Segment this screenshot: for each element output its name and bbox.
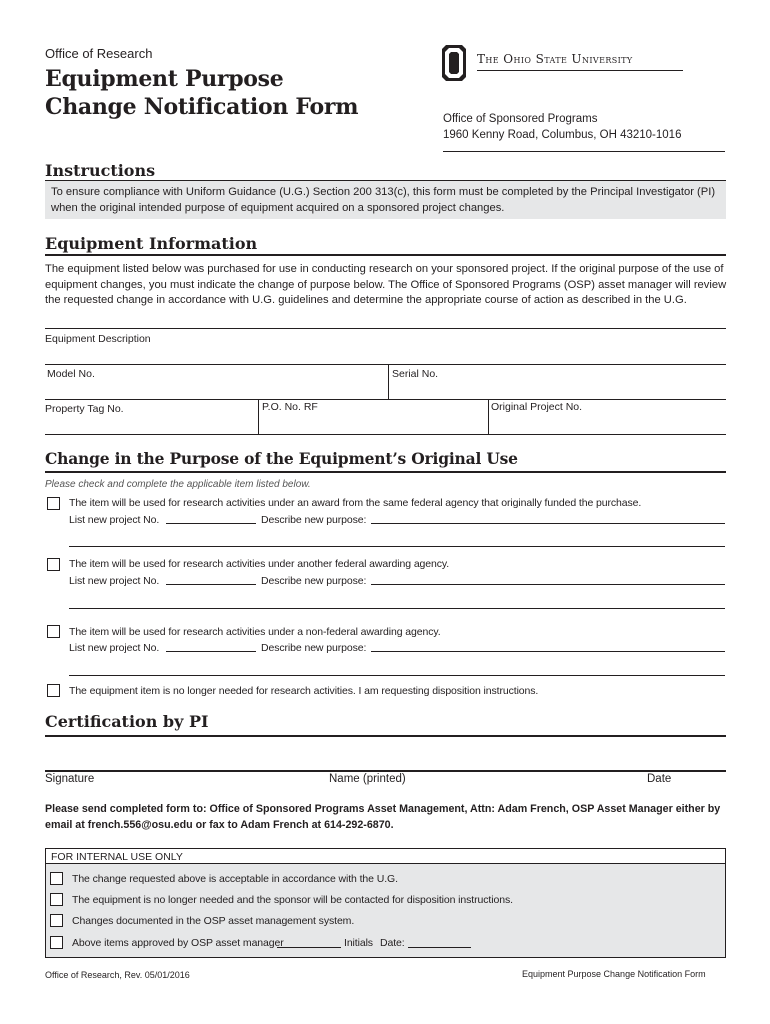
header-rule (443, 151, 725, 152)
internal-date-line[interactable] (408, 947, 471, 948)
serial-no-field[interactable] (390, 381, 726, 397)
internal-acceptable-text: The change requested above is acceptable in accordance with the U.G. (72, 873, 398, 885)
equipment-heading: Equipment Information (45, 234, 258, 253)
internal-disposition-checkbox[interactable] (50, 893, 63, 906)
internal-use-heading: FOR INTERNAL USE ONLY (51, 851, 183, 863)
option2-project-line[interactable] (166, 584, 256, 585)
model-no-field[interactable] (45, 381, 388, 397)
option-disposition-text: The equipment item is no longer needed for research activities. I am requesting disposition instructions. (69, 685, 539, 697)
po-no-field[interactable] (260, 416, 487, 432)
internal-acceptable-checkbox[interactable] (50, 872, 63, 885)
date-label: Date (647, 773, 672, 785)
option3-purpose-line2[interactable] (69, 675, 725, 676)
university-underline (477, 70, 683, 71)
equipment-description-field[interactable] (45, 345, 726, 363)
internal-disposition-text: The equipment is no longer needed and the sponsor will be contacted for disposition instructions. (72, 894, 513, 906)
option1-purpose-line[interactable] (371, 523, 725, 524)
signature-label: Signature (45, 773, 95, 785)
osp-name: Office of Sponsored Programs (443, 113, 598, 125)
property-po-divider (258, 399, 259, 434)
signature-field[interactable] (45, 737, 726, 769)
internal-approved-text: Above items approved by OSP asset manager (72, 937, 284, 949)
instructions-text: To ensure compliance with Uniform Guidance (U.G.) Section 200 313(c), this form must be completed by the Principal Investigator (PI) when the original intended purpose of equipment acquired on a sponsored project changes. (51, 186, 716, 214)
option1-project-line[interactable] (166, 523, 256, 524)
model-serial-divider (388, 364, 389, 399)
office-label: Office of Research (45, 46, 153, 61)
po-project-divider (488, 399, 489, 434)
original-project-label: Original Project No. (491, 401, 583, 413)
option-same-agency-checkbox[interactable] (47, 497, 60, 510)
option2-purpose-label: Describe new purpose: (261, 575, 367, 587)
option2-purpose-line[interactable] (371, 584, 725, 585)
equipment-description-rule-top (45, 328, 726, 329)
internal-initials-label: Initials (344, 937, 373, 949)
internal-documented-checkbox[interactable] (50, 914, 63, 927)
equipment-table-bottom (45, 434, 726, 435)
original-project-field[interactable] (490, 416, 726, 432)
change-note: Please check and complete the applicable item listed below. (45, 479, 311, 490)
internal-approved-checkbox[interactable] (50, 936, 63, 949)
option-non-federal-checkbox[interactable] (47, 625, 60, 638)
instructions-heading: Instructions (45, 161, 156, 180)
option1-purpose-label: Describe new purpose: (261, 514, 367, 526)
option-disposition-checkbox[interactable] (47, 684, 60, 697)
equipment-text: The equipment listed below was purchased for use in conducting research on your sponsored project. If the original purpose of the use of equipment changes, you must indicate the change of purpose below. The Office of Sponsored Programs (OSP) asset manager will review the requested change in accordance with U.G. guidelines and determine the appropriate course of action as described in the U.G. (45, 263, 727, 306)
option1-purpose-line2[interactable] (69, 546, 725, 547)
internal-approved-line[interactable] (277, 947, 341, 948)
model-row-rule (45, 364, 726, 365)
change-heading: Change in the Purpose of the Equipment’s Original Use (45, 449, 518, 468)
property-row-rule (45, 399, 726, 400)
footer-right: Equipment Purpose Change Notification Form (522, 969, 706, 979)
name-printed-label: Name (printed) (329, 773, 406, 785)
option3-project-label: List new project No. (69, 642, 160, 654)
option2-project-label: List new project No. (69, 575, 160, 587)
model-no-label: Model No. (47, 368, 95, 380)
option1-project-label: List new project No. (69, 514, 160, 526)
certification-heading: Certification by PI (45, 712, 209, 731)
change-rule (45, 471, 726, 473)
option2-purpose-line2[interactable] (69, 608, 725, 609)
po-no-label: P.O. No. RF (262, 401, 318, 413)
form-title-line1: Equipment Purpose (45, 66, 284, 92)
internal-date-label: Date: (380, 937, 405, 949)
option-non-federal-text: The item will be used for research activities under a non-federal awarding agency. (69, 626, 441, 638)
option3-project-line[interactable] (166, 651, 256, 652)
osp-address: 1960 Kenny Road, Columbus, OH 43210-1016 (443, 129, 682, 141)
property-tag-label: Property Tag No. (45, 403, 124, 415)
send-instructions: Please send completed form to: Office of Sponsored Programs Asset Management, Attn: Adam French, OSP Asset Manager either by email at french.556@osu.edu or fax to Adam French at 614-292-6870. (45, 803, 721, 831)
option-other-federal-checkbox[interactable] (47, 558, 60, 571)
form-title-line2: Change Notification Form (45, 94, 359, 120)
option3-purpose-label: Describe new purpose: (261, 642, 367, 654)
option3-purpose-line[interactable] (371, 651, 725, 652)
equipment-rule (45, 254, 726, 256)
serial-no-label: Serial No. (392, 368, 439, 380)
footer-left: Office of Research, Rev. 05/01/2016 (45, 970, 190, 980)
equipment-description-label: Equipment Description (45, 333, 151, 345)
university-name: The Ohio State University (477, 52, 633, 66)
internal-documented-text: Changes documented in the OSP asset management system. (72, 915, 355, 927)
osu-block-o-logo (441, 44, 467, 82)
property-tag-field[interactable] (45, 416, 257, 432)
option-other-federal-text: The item will be used for research activities under another federal awarding agency. (69, 558, 450, 570)
signature-line (45, 770, 726, 772)
option-same-agency-text: The item will be used for research activities under an award from the same federal agency that originally funded the purchase. (69, 497, 642, 509)
